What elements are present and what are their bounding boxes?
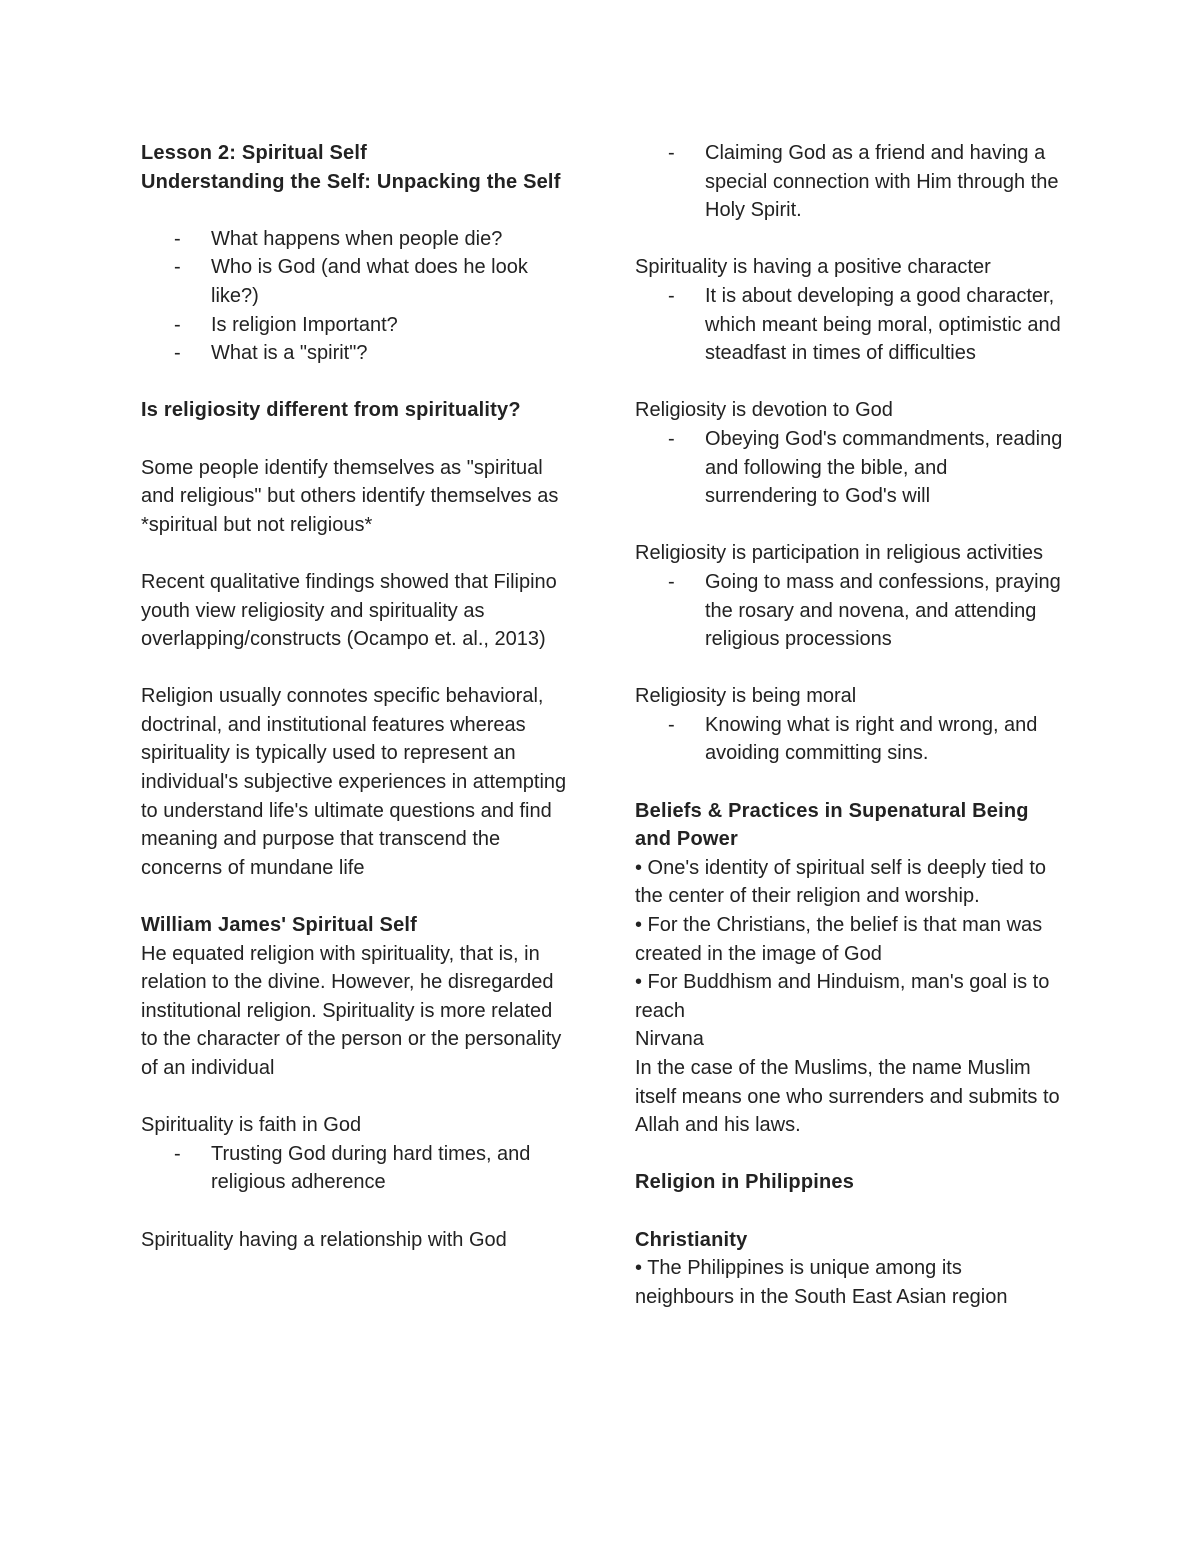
list-item: - What is a "spirit"?	[211, 339, 571, 368]
faith-title: Spirituality is faith in God	[141, 1114, 362, 1137]
heading-beliefs-practices: Beliefs & Practices in Supenatural Being and Power	[635, 799, 1029, 851]
faith-list	[141, 1140, 571, 1197]
character-title: Spirituality is having a positive character	[635, 256, 991, 279]
list-item: - Who is God (and what does he look like?)	[211, 253, 571, 310]
questions-list	[141, 225, 571, 368]
paragraph-religion: Religion usually connotes specific behavioral, doctrinal, and institutional features whereas spirituality is typically used to represent an individual's subjective experiences in attempting to understand life's ultimate questions and find meaning and purpose that transcend the concerns of mundane life	[141, 685, 567, 879]
nirvana-text: Nirvana	[635, 1028, 704, 1051]
list-item: - Trusting God during hard times, and religious adherence	[211, 1140, 571, 1197]
heading-religiosity-vs-spirituality: Is religiosity different from spirituality?	[141, 399, 521, 422]
list-item: - Knowing what is right and wrong, and avoiding committing sins.	[705, 711, 1065, 768]
relationship-title: Spirituality having a relationship with God	[141, 1228, 507, 1251]
character-list	[635, 282, 1065, 368]
moral-title: Religiosity is being moral	[635, 685, 857, 708]
heading-william-james: William James' Spiritual Self	[141, 914, 418, 937]
list-item: - What happens when people die?	[211, 225, 571, 254]
heading-religion-philippines: Religion in Philippines	[635, 1171, 855, 1194]
devotion-list	[635, 425, 1065, 511]
paragraph-findings: Recent qualitative findings showed that Filipino youth view religiosity and spirituality as overlapping/constructs (Ocampo et. al., 2013)	[141, 570, 557, 651]
right-column	[635, 139, 1065, 1311]
list-item: - Going to mass and confessions, praying the rosary and novena, and attending religious processions	[705, 568, 1065, 654]
list-item: - Is religion Important?	[211, 311, 571, 340]
participation-title: Religiosity is participation in religious activities	[635, 542, 1043, 565]
paragraph-identify: Some people identify themselves as "spiritual and religious" but others identify themselves as *spiritual but not religious*	[141, 456, 559, 536]
list-item: - Claiming God as a friend and having a special connection with Him through the Holy Spirit.	[705, 139, 1065, 225]
paragraph-muslims: In the case of the Muslims, the name Muslim itself means one who surrenders and submits to Allah and his laws.	[635, 1057, 1060, 1137]
lesson-title: Lesson 2: Spiritual Self	[141, 142, 367, 164]
list-item: - Obeying God's commandments, reading and following the bible, and surrendering to God's will	[705, 425, 1065, 511]
bullet-identity: • One's identity of spiritual self is deeply tied to the center of their religion and worship.	[635, 856, 1047, 908]
lesson-subtitle: Understanding the Self: Unpacking the Self	[141, 170, 561, 193]
paragraph-william-james: He equated religion with spirituality, that is, in relation to the divine. However, he disregarded institutional religion. Spirituality is more related to the character of the person or the personality of an individual	[141, 942, 562, 1079]
bullet-philippines: • The Philippines is unique among its neighbours in the South East Asian region	[635, 1257, 1008, 1308]
moral-list	[635, 711, 1065, 768]
bullet-buddhism: • For Buddhism and Hinduism, man's goal is to reach	[635, 971, 1050, 1022]
devotion-title: Religiosity is devotion to God	[635, 399, 893, 422]
left-column	[141, 139, 571, 1254]
heading-christianity: Christianity	[635, 1228, 748, 1251]
list-item: - It is about developing a good character, which meant being moral, optimistic and steadfast in times of difficulties	[705, 282, 1065, 368]
participation-list	[635, 568, 1065, 654]
bullet-christians: • For the Christians, the belief is that man was created in the image of God	[635, 914, 1043, 965]
relationship-list	[635, 139, 1065, 225]
